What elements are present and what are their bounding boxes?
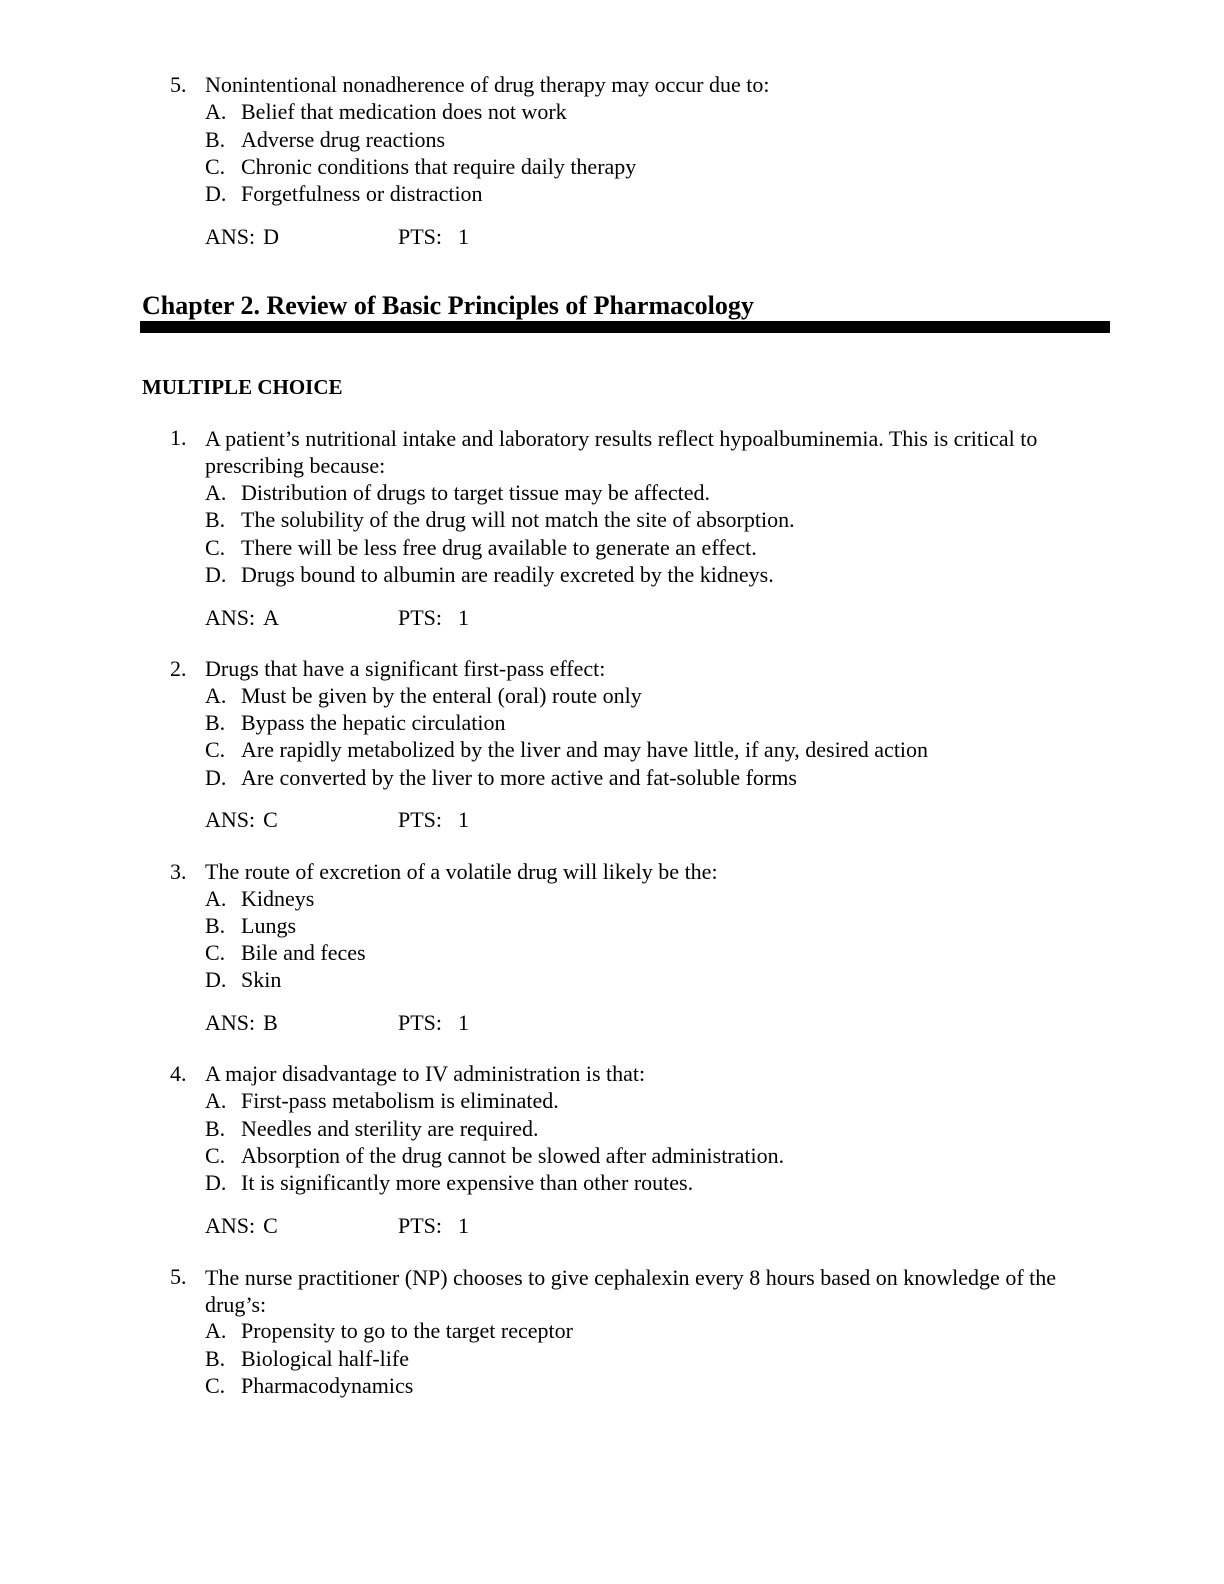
option-letter: A.	[205, 480, 227, 505]
option-text: Lungs	[241, 913, 296, 938]
answer-label: ANS:	[205, 224, 256, 249]
question-text: Nonintentional nonadherence of drug therapy may occur due to:	[205, 72, 770, 97]
option-letter: D.	[205, 967, 227, 992]
answer-value: A	[263, 605, 280, 630]
option-letter: C.	[205, 535, 226, 560]
answer-label: ANS:	[205, 1213, 256, 1238]
option-text: Adverse drug reactions	[241, 127, 446, 152]
option-text: First-pass metabolism is eliminated.	[241, 1088, 559, 1113]
option-letter: B.	[205, 710, 226, 735]
option-text: It is significantly more expensive than other routes.	[241, 1170, 694, 1195]
option-text: Needles and sterility are required.	[241, 1116, 539, 1141]
question-text: The route of excretion of a volatile drug will likely be the:	[205, 859, 718, 884]
points-label: PTS:	[398, 224, 443, 249]
option-letter: A.	[205, 99, 227, 124]
points-label: PTS:	[398, 807, 443, 832]
question-text: Drugs that have a significant first-pass effect:	[205, 656, 606, 681]
option-text: Skin	[241, 967, 282, 992]
answer-value: D	[263, 224, 280, 249]
option-letter: B.	[205, 1346, 226, 1371]
option-text: Must be given by the enteral (oral) route only	[241, 683, 642, 708]
option-letter: C.	[205, 1373, 226, 1398]
answer-value: C	[263, 807, 278, 832]
section-heading: MULTIPLE CHOICE	[142, 375, 343, 399]
option-text: Belief that medication does not work	[241, 99, 567, 124]
answer-value: B	[263, 1010, 278, 1035]
option-letter: D.	[205, 765, 227, 790]
option-letter: D.	[205, 181, 227, 206]
question-number: 3.	[170, 859, 187, 884]
answer-label: ANS:	[205, 1010, 256, 1035]
question-number: 5.	[170, 72, 187, 97]
option-text: Biological half-life	[241, 1346, 409, 1371]
option-text: Bile and feces	[241, 940, 366, 965]
answer-line	[205, 605, 279, 631]
option-letter: C.	[205, 940, 226, 965]
option-text: Bypass the hepatic circulation	[241, 710, 506, 735]
answer-value: C	[263, 1213, 278, 1238]
option-text: Absorption of the drug cannot be slowed after administration.	[241, 1143, 785, 1168]
option-text: Drugs bound to albumin are readily excreted by the kidneys.	[241, 562, 774, 587]
answer-line	[205, 1213, 278, 1239]
option-text: Are converted by the liver to more active and fat-soluble forms	[241, 765, 797, 790]
option-letter: B.	[205, 1116, 226, 1141]
points-value: 1	[458, 807, 470, 832]
points-value: 1	[458, 1010, 470, 1035]
answer-line	[205, 224, 279, 250]
option-text: There will be less free drug available to generate an effect.	[241, 535, 757, 560]
option-letter: A.	[205, 683, 227, 708]
points-label: PTS:	[398, 605, 443, 630]
points-line	[398, 807, 469, 833]
points-label: PTS:	[398, 1213, 443, 1238]
option-text: Propensity to go to the target receptor	[241, 1318, 573, 1343]
points-value: 1	[458, 605, 470, 630]
question-number: 4.	[170, 1061, 187, 1086]
question-number: 1.	[170, 425, 187, 450]
points-value: 1	[458, 224, 470, 249]
points-line	[398, 1010, 469, 1036]
points-line	[398, 605, 469, 631]
points-label: PTS:	[398, 1010, 443, 1035]
chapter-title: Chapter 2. Review of Basic Principles of Pharmacology	[142, 291, 754, 320]
option-letter: C.	[205, 1143, 226, 1168]
option-text: Kidneys	[241, 886, 315, 911]
option-letter: A.	[205, 1088, 227, 1113]
option-letter: B.	[205, 127, 226, 152]
option-text: The solubility of the drug will not match the site of absorption.	[241, 507, 795, 532]
option-text: Chronic conditions that require daily therapy	[241, 154, 637, 179]
option-text: Forgetfulness or distraction	[241, 181, 483, 206]
option-text: Pharmacodynamics	[241, 1373, 414, 1398]
answer-label: ANS:	[205, 605, 256, 630]
points-value: 1	[458, 1213, 470, 1238]
option-text: Are rapidly metabolized by the liver and may have little, if any, desired action	[241, 737, 929, 762]
option-letter: D.	[205, 1170, 227, 1195]
option-letter: D.	[205, 562, 227, 587]
chapter-divider	[140, 321, 1110, 333]
question-text: A major disadvantage to IV administration is that:	[205, 1061, 646, 1086]
option-letter: C.	[205, 154, 226, 179]
option-letter: C.	[205, 737, 226, 762]
answer-line	[205, 807, 278, 833]
option-letter: B.	[205, 507, 226, 532]
option-letter: B.	[205, 913, 226, 938]
option-text: Distribution of drugs to target tissue may be affected.	[241, 480, 711, 505]
question-number: 5.	[170, 1264, 187, 1289]
answer-line	[205, 1010, 278, 1036]
points-line	[398, 1213, 469, 1239]
option-letter: A.	[205, 1318, 227, 1343]
option-letter: A.	[205, 886, 227, 911]
answer-label: ANS:	[205, 807, 256, 832]
question-text: The nurse practitioner (NP) chooses to give cephalexin every 8 hours based on knowledge of the drug’s:	[205, 1265, 1057, 1317]
question-number: 2.	[170, 656, 187, 681]
points-line	[398, 224, 469, 250]
question-text: A patient’s nutritional intake and laboratory results reflect hypoalbuminemia. This is critical to prescribing because:	[205, 426, 1038, 478]
